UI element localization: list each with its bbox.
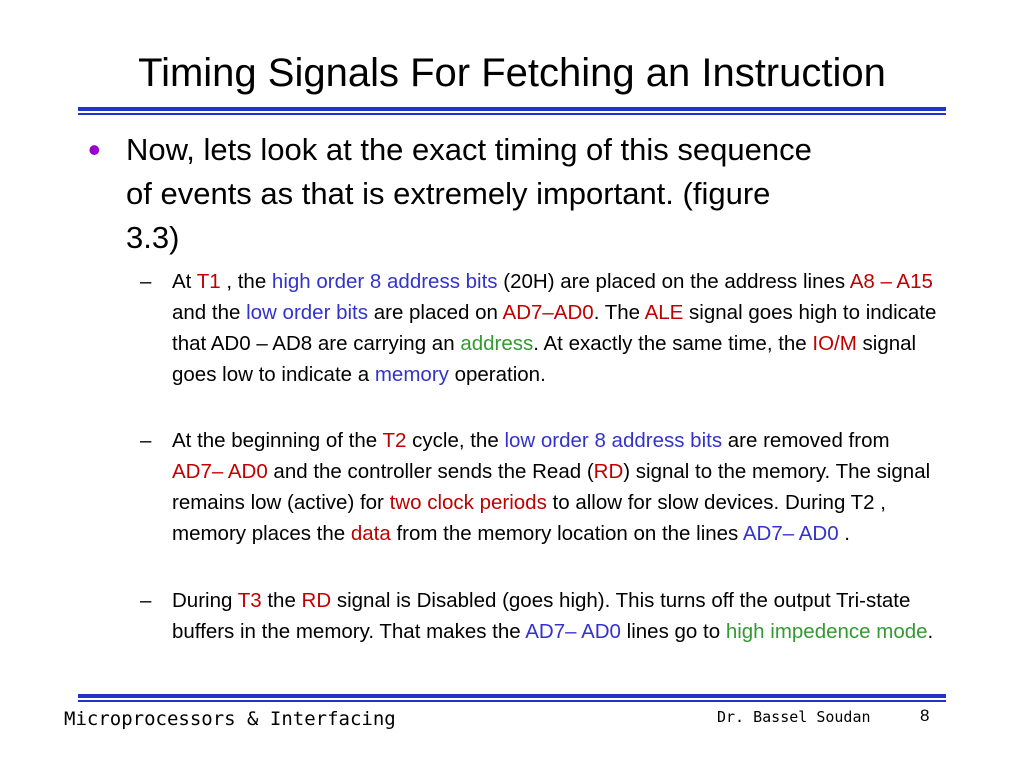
highlight-memory: memory	[374, 363, 449, 386]
text-run: .	[927, 620, 934, 643]
text-run: .	[838, 522, 851, 545]
highlight-ad7-ad0: AD7– AD0	[525, 620, 621, 643]
highlight-low-order-address-bits: low order 8 address bits	[504, 429, 723, 452]
text-run: the	[261, 589, 302, 612]
title-divider-thick-line	[78, 107, 946, 111]
highlight-t2: T2	[382, 429, 407, 452]
text-run: operation.	[448, 363, 546, 386]
highlight-ad7-ad0: AD7– AD0	[172, 460, 268, 483]
text-run: are removed from	[722, 429, 890, 452]
text-run: . The	[593, 301, 645, 324]
highlight-t3: T3	[237, 589, 262, 612]
text-run: ) signal to the memory. The signal remains low (active) for	[172, 460, 931, 514]
footer-page-number: 8	[920, 706, 930, 725]
text-run: lines go to	[620, 620, 726, 643]
highlight-low-order-bits: low order bits	[246, 301, 369, 324]
text-run: At the beginning of the	[172, 429, 383, 452]
dash-icon: –	[140, 429, 152, 452]
text-run: At	[172, 270, 197, 293]
highlight-ale: ALE	[644, 301, 684, 324]
text-run: . At exactly the same time, the	[533, 332, 813, 355]
highlight-t1: T1	[196, 270, 221, 293]
highlight-io-m: IO/M	[812, 332, 857, 355]
highlight-address: address	[460, 332, 534, 355]
text-run: to allow for slow devices. During T2 , memory places the	[172, 491, 886, 545]
text-run: signal goes low to indicate a	[172, 332, 917, 386]
highlight-a8-a15: A8 – A15	[849, 270, 933, 293]
highlight-high-order-bits: high order 8 address bits	[271, 270, 498, 293]
slide-title: Timing Signals For Fetching an Instruction	[138, 51, 886, 95]
main-bullet-text: Now, lets look at the exact timing of this sequence of events as that is extremely important. (figure 3.3)	[126, 132, 812, 255]
highlight-high-impedence-mode: high impedence mode	[725, 620, 928, 643]
highlight-rd: RD	[301, 589, 332, 612]
text-run: and the	[172, 301, 247, 324]
text-run: signal is Disabled (goes high). This turns off the output Tri-state buffers in the memory. That makes the	[172, 589, 911, 643]
bullet-icon: •	[88, 129, 101, 170]
footer-divider-thick-line	[78, 694, 946, 698]
text-run: are placed on	[368, 301, 503, 324]
footer-course-title: Microprocessors & Interfacing	[64, 708, 396, 730]
footer-author: Dr. Bassel Soudan	[717, 708, 871, 726]
footer-divider-thin-line	[78, 700, 946, 702]
highlight-ad7-ad0-lines: AD7– AD0	[742, 522, 839, 545]
text-run: signal goes high to indicate that AD0 – AD8 are carrying an	[172, 301, 937, 355]
sub-bullet-text	[172, 266, 942, 390]
highlight-ad7-ad0: AD7–AD0	[502, 301, 594, 324]
text-run: cycle, the	[406, 429, 505, 452]
highlight-two-clock-periods: two clock periods	[389, 491, 547, 514]
sub-bullet-text	[172, 425, 942, 549]
highlight-rd: RD	[593, 460, 624, 483]
dash-icon: –	[140, 589, 152, 612]
highlight-data: data	[350, 522, 391, 545]
sub-bullet-text	[172, 585, 942, 647]
text-run: and the controller sends the Read (	[267, 460, 594, 483]
title-divider-thin-line	[78, 113, 946, 115]
text-run: from the memory location on the lines	[390, 522, 743, 545]
text-run: , the	[220, 270, 272, 293]
text-run: During	[172, 589, 238, 612]
text-run: (20H) are placed on the address lines	[497, 270, 850, 293]
dash-icon: –	[140, 270, 152, 293]
